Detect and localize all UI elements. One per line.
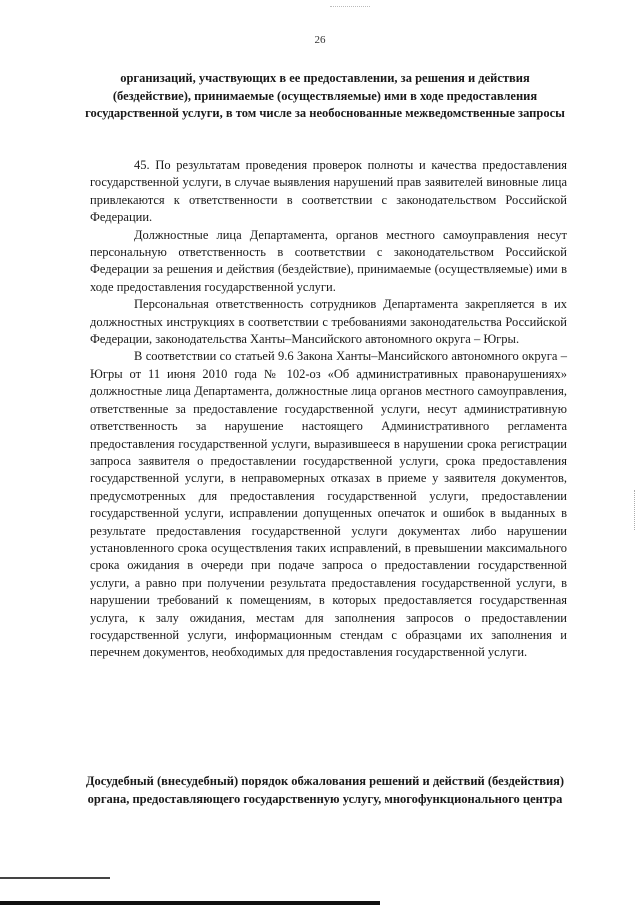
section-heading-continued: организаций, участвующих в ее предоставлении, за решения и действия (бездействие), принимаемые (осуществляемые) ими в ходе предоставления государственной услуги, в том числе за необоснованные межведомственные запросы [85,71,565,120]
paragraph: Персональная ответственность сотрудников Департамента закрепляется в их должностных инструкциях в соответствии с требованиями законодательства Российской Федерации, законодательства Ханты–Мансийского автономного округа – Югры. [90,297,567,347]
paragraph: В соответствии со статьей 9.6 Закона Ханты–Мансийского автономного округа – Югры от 11 июня 2010 года № 102-оз «Об административных правонарушениях» должностные лица Департамента, должностные лица органов местного самоуправления, ответственные за предоставление государственной услуги, несут административную ответственность за нарушение настоящего Административного регламента предоставления государственной услуги, выразившееся в нарушении срока регистрации запроса заявителя о предоставлении государственной услуги, срока предоставления государственной услуги, в неправомерных отказах в приеме у заявителя документов, предусмотренных для предоставления государственной услуги, предоставлении государственной услуги, исправлении допущенных опечаток и ошибок в выданных в результате предоставления государственной услуги документах либо нарушении установленного срока осуществления таких исправлений, в превышении максимального срока ожидания в очереди при подаче запроса о предоставлении государственной услуги, а равно при получении результата предоставления государственной услуги, в нарушении требований к помещениям, в которых предоставляется государственная услуга, к залу ожидания, местам для заполнения запросов о предоставлении государственной услуги, информационным стендам с образцами их заполнения и перечнем документов, необходимых для предоставления государственной услуги. [90,349,567,660]
scan-artifact-side [634,490,636,530]
section-heading: Досудебный (внесудебный) порядок обжалования решений и действий (бездействия) органа, предоставляющего государственную услугу, многофункционального центра [85,774,565,806]
scan-artifact-top [330,6,370,13]
scan-artifact-line [0,877,110,879]
document-body [90,157,567,662]
paragraph: Должностные лица Департамента, органов местного самоуправления несут персональную ответственность в соответствии с законодательством Российской Федерации за решения и действия (бездействие), принимаемые (осуществляемые) ими в ходе предоставления государственной услуги. [90,227,567,294]
scan-artifact-bottom [0,901,380,905]
paragraph: 45. По результатам проведения проверок полноты и качества предоставления государственной услуги, в случае выявления нарушений прав заявителей виновные лица привлекаются к ответственности в соответствии с законодательством Российской Федерации. [90,158,567,225]
page-number: 26 [314,34,326,46]
